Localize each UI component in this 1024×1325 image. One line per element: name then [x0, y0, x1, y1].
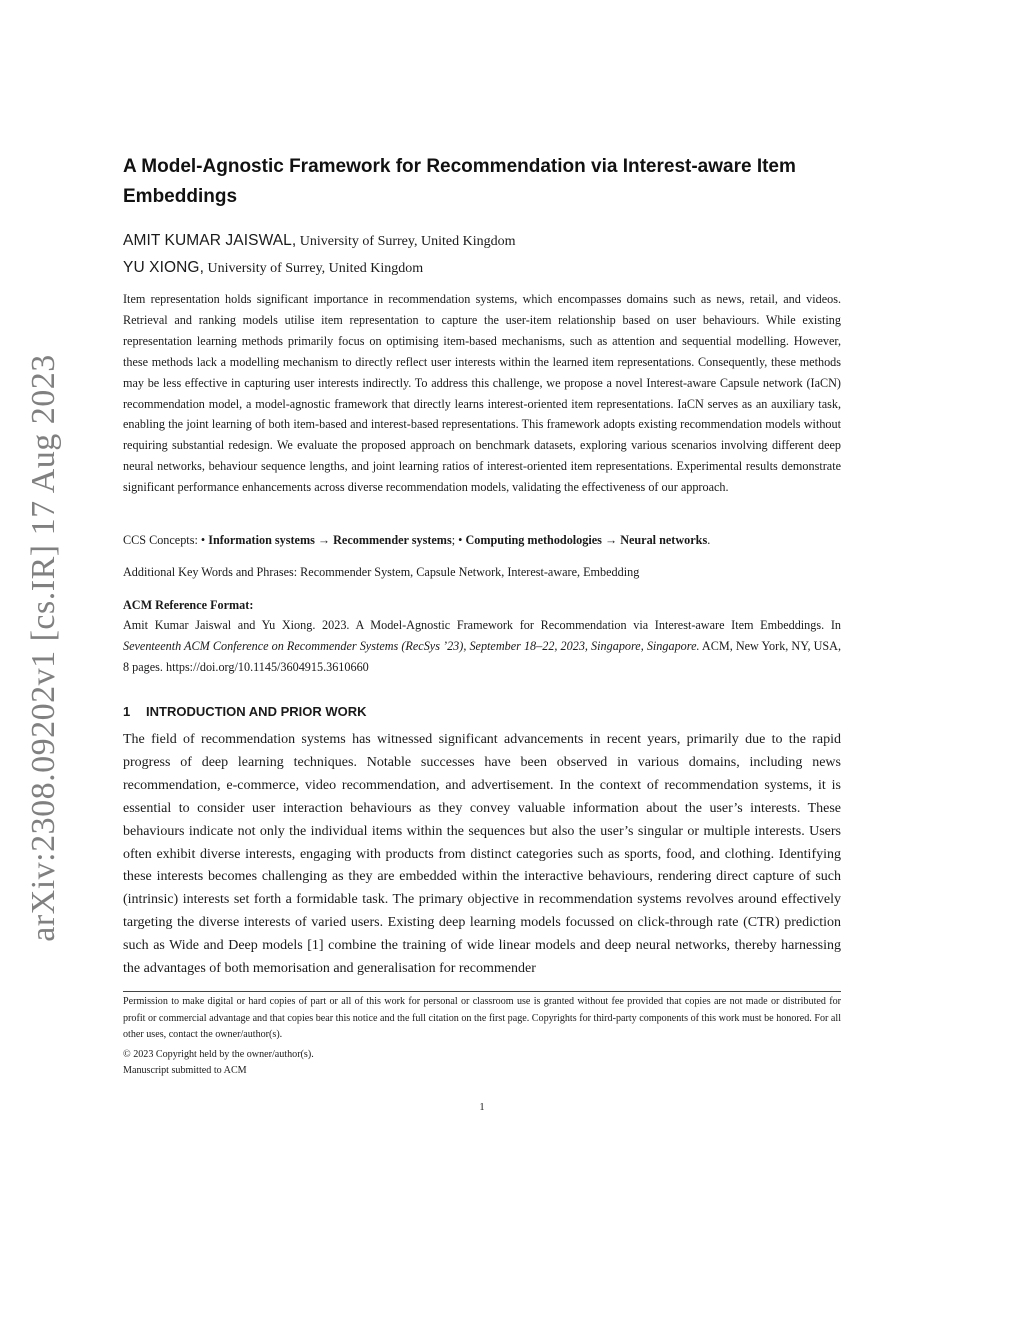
author-entry	[123, 254, 841, 281]
author-affiliation: University of Surrey, United Kingdom	[204, 261, 424, 276]
ccs-end: .	[707, 533, 711, 547]
section-heading	[123, 702, 841, 722]
page-number: 1	[479, 1102, 485, 1113]
section-title: INTRODUCTION AND PRIOR WORK	[146, 704, 367, 719]
ccs-concept: Computing methodologies → Neural networks	[465, 533, 708, 547]
abstract: Item representation holds significant importance in recommendation systems, which encompasses domains such as news, retail, and videos. Retrieval and ranking models utilise item representation to capture the user-item relationship based on user behaviours. While existing representation learning methods primarily focus on optimising item-based mechanisms, such as attention and sequential modelling. However, these methods lack a modelling mechanism to directly reflect user interests within the learned item representations. Consequently, these methods may be less effective in capturing user interests indirectly. To address this challenge, we propose a novel Interest-aware Capsule network (IaCN) recommendation model, a model-agnostic framework that directly learns interest-oriented item representations. IaCN serves as an auxiliary task, enabling the joint learning of both item-based and interest-based representations. This framework adopts existing recommendation models without requiring substantial redesign. We evaluate the proposed approach on benchmark datasets, exploring various scenarios involving different deep neural networks, behaviour sequence lengths, and joint learning ratios of interest-oriented item representations. Experimental results demonstrate significant performance enhancements across diverse recommendation models, validating the effectiveness of our approach.	[123, 292, 841, 495]
author-name: YU XIONG,	[123, 259, 204, 276]
introduction-paragraph: The field of recommendation systems has witnessed significant advancements in recent years, primarily due to the rapid progress of deep learning techniques. Notable successes have been observed in various domains, including news recommendation, e-commerce, video recommendation, and advertisement. In the context of recommendation systems, it is essential to consider user interaction behaviours as they convey valuable information about the user’s interests. These behaviours indicate not only the individual items within the sequences but also the user’s singular or multiple interests. Users often exhibit diverse interests, engaging with products from distinct categories such as sports, food, and clothing. Identifying these interests becomes challenging as they are embedded within the interactive behaviours, rendering direct capture of such (intrinsic) interests set forth a formidable task. The primary objective in recommendation systems revolves around effectively targeting the diverse interests of varied users. Existing deep learning models focussed on click-through rate (CTR) prediction such as Wide and Deep models [1] combine the training of wide linear models and deep neural networks, thereby harnessing the advantages of both memorisation and generalisation for recommender	[123, 732, 841, 977]
acm-reference-suffix: ACM, New York, NY, USA, 8 pages. https://doi.org/10.1145/3604915.3610660	[123, 638, 841, 674]
ccs-bullet: •	[458, 533, 466, 547]
acm-reference-text	[123, 615, 841, 677]
acm-reference-prefix: Amit Kumar Jaiswal and Yu Xiong. 2023. A Model-Agnostic Framework for Recommendation via Interest-aware Item Embeddings. In	[123, 618, 841, 632]
paper-title: A Model-Agnostic Framework for Recommendation via Interest-aware Item Embeddings	[123, 156, 796, 207]
author-name: AMIT KUMAR JAISWAL,	[123, 232, 297, 249]
permission-notice: Permission to make digital or hard copies of part or all of this work for personal or classroom use is granted without fee provided that copies are not made or distributed for profit or commercial advantage and that copies bear this notice and the full citation on the first page. Copyrights for third-party components of this work must be honored. For all other uses, contact the owner/author(s).	[123, 996, 841, 1041]
ccs-concepts	[123, 530, 841, 550]
author-list	[123, 227, 841, 281]
ccs-concept: Information systems → Recommender systems	[208, 533, 452, 547]
keywords: Additional Key Words and Phrases: Recommender System, Capsule Network, Interest-aware, Embedding	[123, 565, 640, 579]
copyright-notice: © 2023 Copyright held by the owner/author(s).	[123, 1049, 314, 1060]
ccs-bullet: •	[200, 533, 209, 547]
ccs-label: CCS Concepts:	[123, 533, 201, 547]
author-entry	[123, 227, 841, 254]
footnote-divider	[123, 991, 841, 992]
acm-reference-heading: ACM Reference Format:	[123, 598, 254, 612]
author-affiliation: University of Surrey, United Kingdom	[296, 234, 516, 249]
arxiv-identifier-stamp: arXiv:2308.09202v1 [cs.IR] 17 Aug 2023	[25, 354, 62, 942]
manuscript-note: Manuscript submitted to ACM	[123, 1065, 247, 1076]
section-number: 1	[123, 704, 131, 719]
acm-reference-venue: Seventeenth ACM Conference on Recommender Systems (RecSys ’23), September 18–22, 2023, Singapore, Singapore.	[123, 638, 700, 653]
ccs-separator: ;	[451, 533, 459, 547]
